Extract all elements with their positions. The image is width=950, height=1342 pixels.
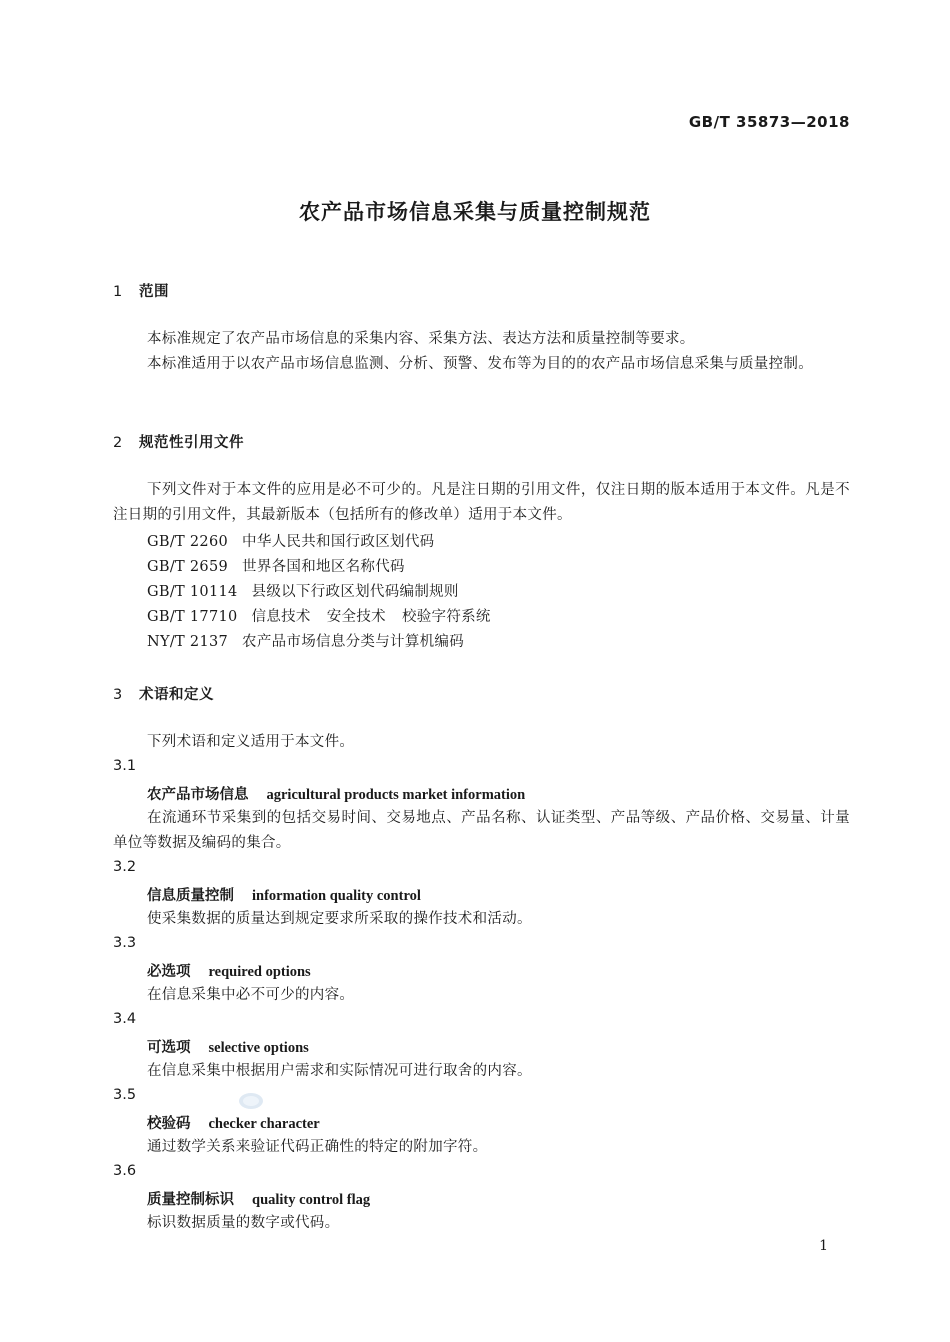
section-number: 3 [113,687,123,703]
reference-item [147,555,405,576]
term-number: 3.4 [113,1011,137,1027]
reference-title: 农产品市场信息分类与计算机编码 [242,634,465,650]
term-en: checker character [208,1116,320,1132]
watermark-logo-icon [238,1092,264,1110]
section-1-heading [113,280,169,301]
term-zh: 必选项 [147,964,191,980]
reference-title: 县级以下行政区划代码编制规则 [251,584,459,600]
term-definition: 在流通环节采集到的包括交易时间、交易地点、产品名称、认证类型、产品等级、产品价格、交易量、计量单位等数据及编码的集合。 [113,810,850,851]
reference-code: GB/T 2260 [147,534,229,550]
term-en: agricultural products market information [266,787,526,803]
reference-code: GB/T 10114 [147,584,238,600]
term-heading [147,884,421,905]
reference-title-part: 安全技术 [326,609,386,625]
term-definition: 使采集数据的质量达到规定要求所采取的操作技术和活动。 [147,911,532,927]
reference-title: 世界各国和地区名称代码 [242,559,405,575]
page-number: 1 [819,1238,828,1254]
term-zh: 农产品市场信息 [147,787,249,803]
section-title: 规范性引用文件 [139,435,244,451]
term-zh: 信息质量控制 [147,888,234,904]
reference-item [147,530,434,551]
term-heading [147,1112,320,1133]
term-zh: 可选项 [147,1040,191,1056]
term-en: selective options [208,1040,309,1056]
reference-code: NY/T 2137 [147,634,229,650]
reference-title: 中华人民共和国行政区划代码 [242,534,435,550]
term-zh: 校验码 [147,1116,191,1132]
term-heading [147,960,311,981]
section-title: 范围 [139,284,169,300]
section-3-intro: 下列术语和定义适用于本文件。 [147,734,355,750]
term-heading [147,1188,370,1209]
section-number: 2 [113,435,123,451]
term-heading [147,783,525,804]
section-2-heading [113,431,244,452]
term-en: required options [208,964,311,980]
section-1-para-1: 本标准规定了农产品市场信息的采集内容、采集方法、表达方法和质量控制等要求。 [147,331,695,347]
term-number: 3.6 [113,1163,137,1179]
reference-title-part: 校验字符系统 [401,609,491,625]
reference-item [147,605,491,626]
term-definition: 在信息采集中必不可少的内容。 [147,987,355,1003]
reference-title-part: 信息技术 [251,609,311,625]
section-title: 术语和定义 [139,687,214,703]
term-definition: 标识数据质量的数字或代码。 [147,1215,340,1231]
reference-item [147,580,459,601]
term-zh: 质量控制标识 [147,1192,234,1208]
term-en: quality control flag [252,1192,371,1208]
section-2-intro: 下列文件对于本文件的应用是必不可少的。凡是注日期的引用文件，仅注日期的版本适用于本文件。凡是不注日期的引用文件，其最新版本（包括所有的修改单）适用于本文件。 [113,482,850,523]
section-3-heading [113,683,214,704]
term-en: information quality control [252,888,421,904]
term-number: 3.2 [113,859,137,875]
section-number: 1 [113,284,123,300]
reference-item [147,630,464,651]
term-number: 3.3 [113,935,137,951]
term-number: 3.1 [113,758,137,774]
section-1-para-2: 本标准适用于以农产品市场信息监测、分析、预警、发布等为目的的农产品市场信息采集与质量控制。 [147,356,813,372]
document-title: 农产品市场信息采集与质量控制规范 [299,200,651,224]
standard-code: GB/T 35873—2018 [688,113,850,131]
reference-code: GB/T 17710 [147,609,238,625]
term-definition: 通过数学关系来验证代码正确性的特定的附加字符。 [147,1139,488,1155]
term-number: 3.5 [113,1087,137,1103]
term-definition: 在信息采集中根据用户需求和实际情况可进行取舍的内容。 [147,1063,532,1079]
reference-code: GB/T 2659 [147,559,229,575]
term-heading [147,1036,309,1057]
